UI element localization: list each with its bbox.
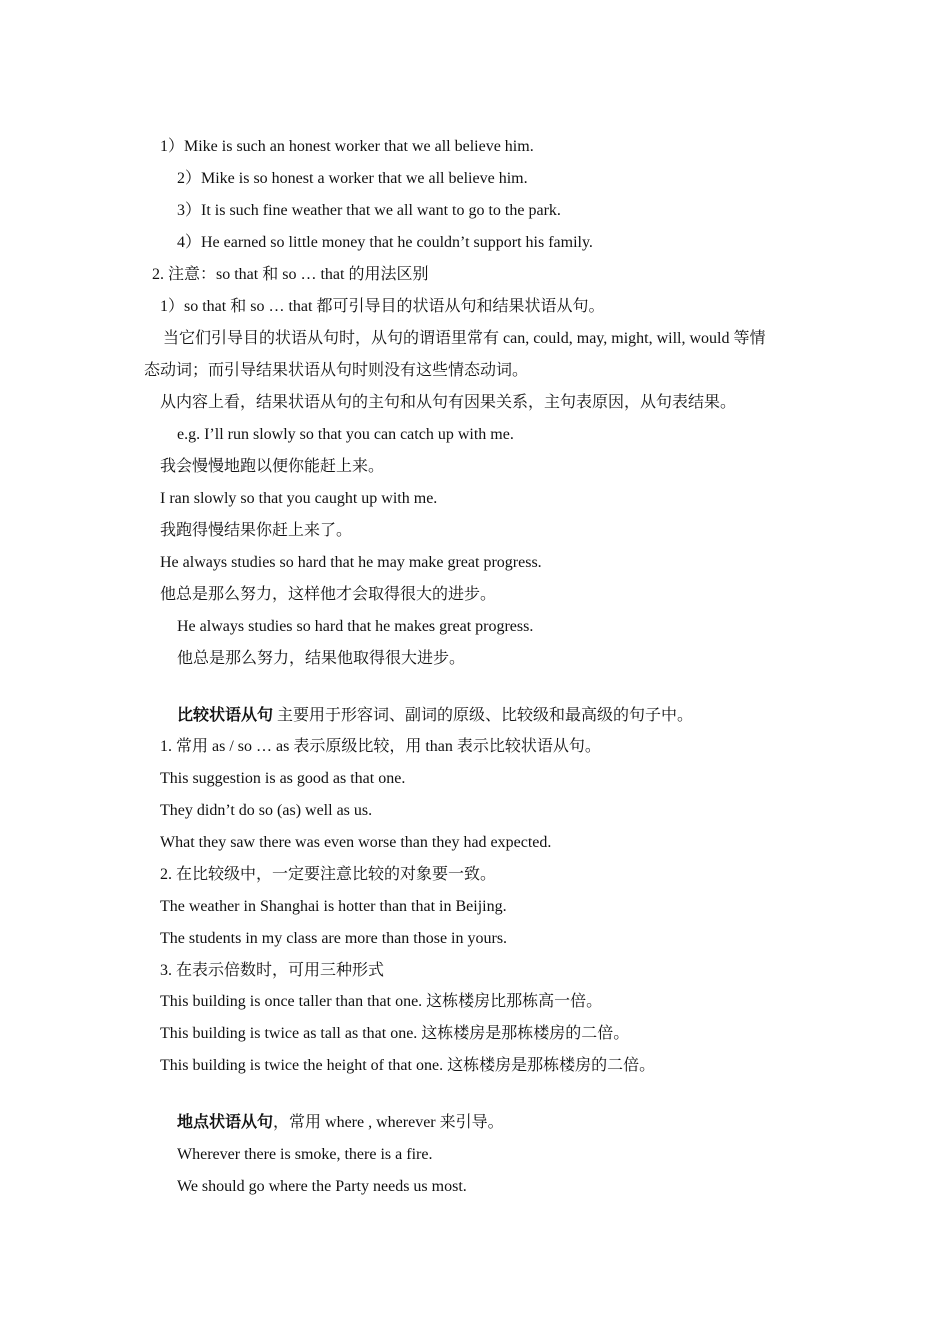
eg-line: 他总是那么努力，结果他取得很大进步。 xyxy=(177,650,466,667)
comparison-line: 2. 在比较级中，一定要注意比较的对象要一致。 xyxy=(160,866,497,883)
comparison-intro: 主要用于形容词、副词的原级、比较级和最高级的句子中。 xyxy=(273,707,694,724)
comparison-line: This building is twice the height of that one. 这栋楼房是那栋楼房的二倍。 xyxy=(160,1057,656,1074)
place-title: 地点状语从句 xyxy=(177,1114,274,1131)
comparison-line: What they saw there was even worse than they had expected. xyxy=(160,834,552,851)
comparison-title: 比较状语从句 xyxy=(177,707,274,724)
comparison-line: The weather in Shanghai is hotter than that in Beijing. xyxy=(160,898,507,915)
place-heading xyxy=(177,1113,504,1133)
note-heading: 2. 注意：so that 和 so … that 的用法区别 xyxy=(152,266,429,283)
place-line: Wherever there is smoke, there is a fire. xyxy=(177,1146,433,1163)
eg-line: I ran slowly so that you caught up with me. xyxy=(160,490,438,507)
eg-line: He always studies so hard that he makes great progress. xyxy=(177,618,534,635)
comparison-heading xyxy=(177,706,693,726)
eg-line: e.g. I’ll run slowly so that you can catch up with me. xyxy=(177,426,514,443)
comparison-line: 3. 在表示倍数时，可用三种形式 xyxy=(160,962,385,979)
place-intro: ，常用 where , wherever 来引导。 xyxy=(273,1114,504,1131)
note-paragraph-line-1: 当它们引导目的状语从句时，从句的谓语里常有 can, could, may, might, will, would 等情 xyxy=(163,330,766,347)
comparison-line: The students in my class are more than those in yours. xyxy=(160,930,508,947)
eg-line: 我跑得慢结果你赶上来了。 xyxy=(160,522,353,539)
eg-line: 他总是那么努力，这样他才会取得很大的进步。 xyxy=(160,586,497,603)
comparison-line: 1. 常用 as / so … as 表示原级比较，用 than 表示比较状语从句。 xyxy=(160,738,601,755)
example-2: 2）Mike is so honest a worker that we all believe him. xyxy=(177,170,528,187)
place-line: We should go where the Party needs us most. xyxy=(177,1178,467,1195)
example-3: 3）It is such fine weather that we all want to go to the park. xyxy=(177,202,561,219)
example-1: 1）Mike is such an honest worker that we all believe him. xyxy=(160,138,534,155)
note-paragraph-line-2: 态动词；而引导结果状语从句时则没有这些情态动词。 xyxy=(144,362,529,379)
eg-line: He always studies so hard that he may make great progress. xyxy=(160,554,542,571)
note-point-1: 1）so that 和 so … that 都可引导目的状语从句和结果状语从句。 xyxy=(160,298,605,315)
comparison-line: This building is once taller than that one. 这栋楼房比那栋高一倍。 xyxy=(160,993,603,1010)
eg-line: 我会慢慢地跑以便你能赶上来。 xyxy=(160,458,385,475)
example-4: 4）He earned so little money that he couldn’t support his family. xyxy=(177,234,593,251)
comparison-line: They didn’t do so (as) well as us. xyxy=(160,802,373,819)
note-content: 从内容上看，结果状语从句的主句和从句有因果关系，主句表原因，从句表结果。 xyxy=(160,394,737,411)
comparison-line: This building is twice as tall as that one. 这栋楼房是那栋楼房的二倍。 xyxy=(160,1025,630,1042)
comparison-line: This suggestion is as good as that one. xyxy=(160,770,406,787)
